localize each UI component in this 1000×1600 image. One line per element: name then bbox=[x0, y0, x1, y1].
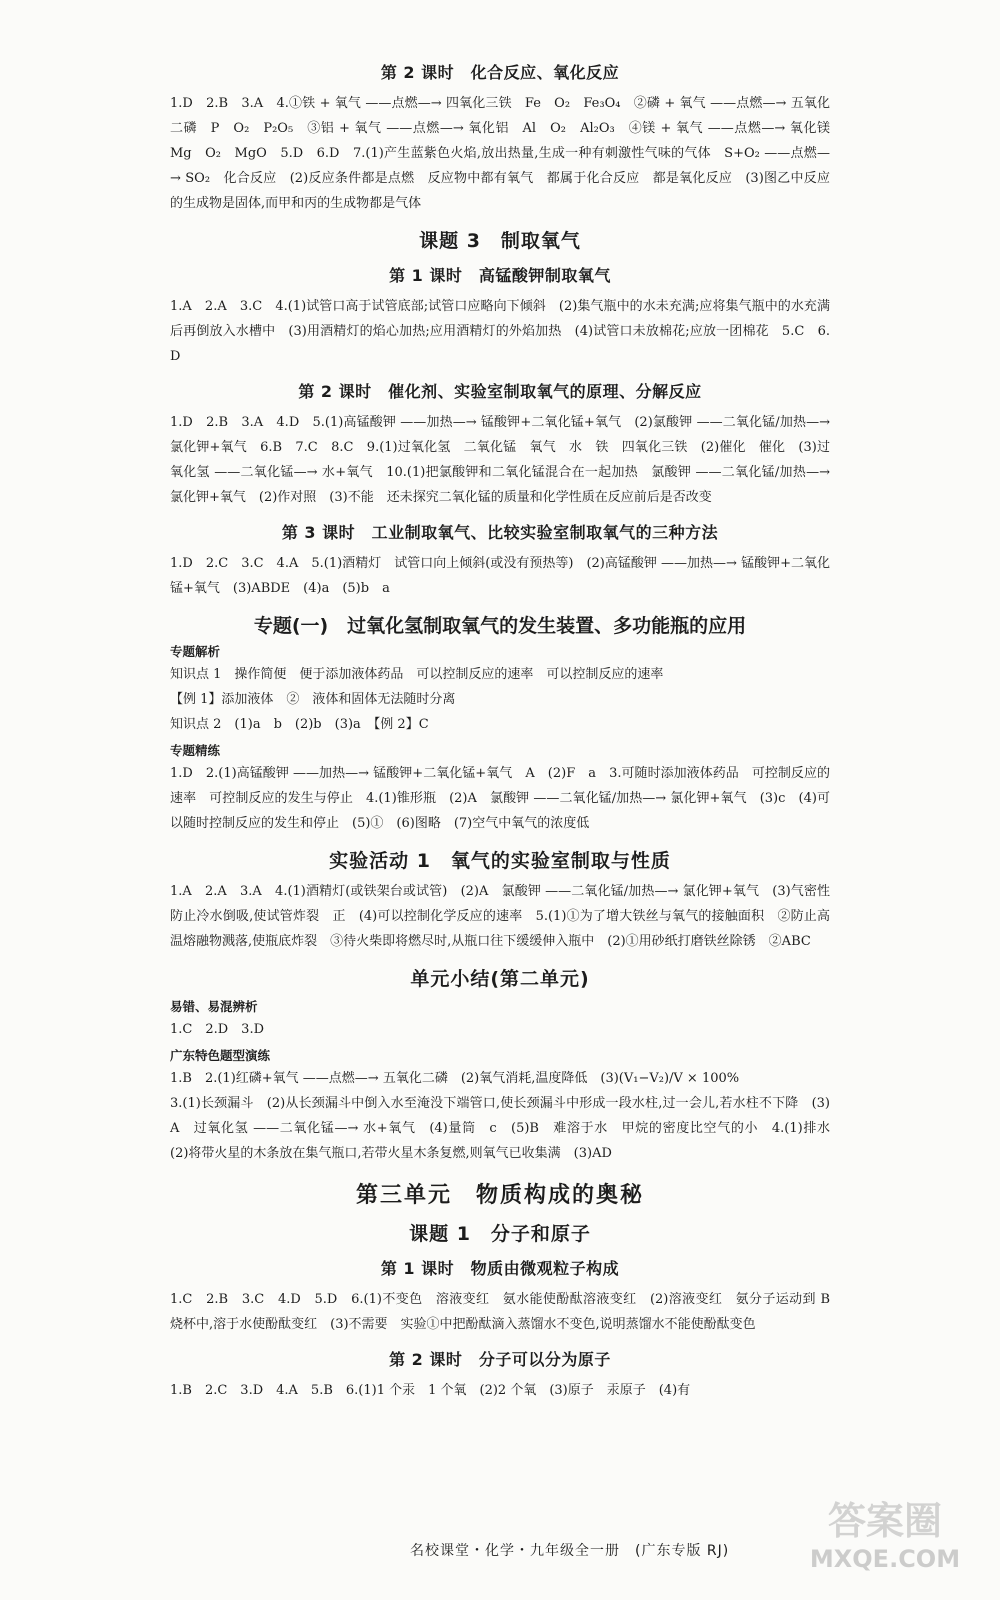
answer-paragraph: 1.D 2.(1)高锰酸钾 ——加热—→ 锰酸钾+二氧化锰+氧气 A (2)F a 3.可随时添加液体药品 可控制反应的速率 可控制反应的发生与停止 4.(1)锥形瓶 (2)A 氯酸钾 ——二氧化锰/加热—→ 氯化钾+氧气 (3)c (4)可以随时控制反应的发生和停止 (5)① (6)图略 (7)空气中氧气的浓度低 bbox=[170, 766, 830, 831]
subsection-label: 易错、易混辨析 bbox=[170, 999, 258, 1014]
answer-paragraph: 1.A 2.A 3.C 4.(1)试管口高于试管底部;试管口应略向下倾斜 (2)集气瓶中的水未充满;应将集气瓶中的水充满后再倒放入水槽中 (3)用酒精灯的焰心加热;应用酒精灯的外焰加热 (4)试管口未放棉花;应放一团棉花 5.C 6.D bbox=[170, 299, 830, 364]
answer-paragraph: 1.D 2.B 3.A 4.①铁 + 氧气 ——点燃—→ 四氧化三铁 Fe O₂ Fe₃O₄ ②磷 + 氧气 ——点燃—→ 五氧化二磷 P O₂ P₂O₅ ③铝 + 氧气 ——点燃—→ 氧化铝 Al O₂ Al₂O₃ ④镁 + 氧气 ——点燃—→ 氧化镁 Mg O₂ MgO 5.D 6.D 7.(1)产生蓝紫色火焰,放出热量,生成一种有刺激性气味的气体 S+O₂ ——点燃—→ SO₂ 化合反应 (2)反应条件都是点燃 反应物中都有氧气 都属于化合反应 都是氧化反应 (3)图乙中反应的生成物是固体,而甲和丙的生成物都是气体 bbox=[170, 96, 844, 211]
special-topic-title: 专题(一) 过氧化氢制取氧气的发生装置、多功能瓶的应用 bbox=[253, 615, 747, 637]
answer-paragraph: 1.C 2.D 3.D bbox=[170, 1022, 265, 1037]
lesson-title: 第 1 课时 物质由微观粒子构成 bbox=[380, 1259, 620, 1278]
topic-title: 课题 3 制取氧气 bbox=[419, 230, 581, 252]
answer-paragraph: 1.B 2.C 3.D 4.A 5.B 6.(1)1 个汞 1 个氧 (2)2 个氧 (3)原子 汞原子 (4)有 bbox=[170, 1383, 691, 1398]
lesson-title: 第 2 课时 催化剂、实验室制取氧气的原理、分解反应 bbox=[298, 382, 702, 401]
watermark bbox=[790, 1490, 980, 1590]
answer-paragraph: 1.B 2.(1)红磷+氧气 ——点燃—→ 五氧化二磷 (2)氧气消耗,温度降低 (3)(V₁−V₂)/V × 100% bbox=[170, 1071, 740, 1086]
unit-summary-title: 单元小结(第二单元) bbox=[410, 968, 590, 990]
answer-paragraph: 知识点 2 (1)a b (2)b (3)a 【例 2】C bbox=[170, 717, 429, 732]
subsection-label: 专题解析 bbox=[170, 644, 221, 659]
subsection-label: 专题精练 bbox=[170, 743, 221, 758]
page-footer: 名校课堂・化学・九年级全一册 (广东专版 RJ) bbox=[410, 1543, 730, 1559]
answer-paragraph: 1.D 2.B 3.A 4.D 5.(1)高锰酸钾 ——加热—→ 锰酸钾+二氧化锰+氧气 (2)氯酸钾 ——二氧化锰/加热—→ 氯化钾+氧气 6.B 7.C 8.C 9.(1)过氧化氢 二氧化锰 氧气 水 铁 四氧化三铁 (2)催化 催化 (3)过氧化氢 ——二氧化锰—→ 水+氧气 10.(1)把氯酸钾和二氧化锰混合在一起加热 氯酸钾 ——二氧化锰/加热—→ 氯化钾+氧气 (2)作对照 (3)不能 还未探究二氧化锰的质量和化学性质在反应前后是否改变 bbox=[170, 415, 830, 505]
experiment-title: 实验活动 1 氧气的实验室制取与性质 bbox=[329, 850, 671, 872]
subsection-label: 广东特色题型演练 bbox=[170, 1048, 271, 1063]
answer-paragraph: 【例 1】添加液体 ② 液体和固体无法随时分离 bbox=[170, 692, 456, 707]
watermark-logo: 答案圈 bbox=[827, 1499, 942, 1543]
answer-paragraph: 1.C 2.B 3.C 4.D 5.D 6.(1)不变色 溶液变红 氨水能使酚酞溶液变红 (2)溶液变红 氨分子运动到 B 烧杯中,溶于水使酚酞变红 (3)不需要 实验①中把酚酞滴入蒸馏水不变色,说明蒸馏水不能使酚酞变色 bbox=[170, 1292, 830, 1332]
lesson-title: 第 1 课时 高锰酸钾制取氧气 bbox=[389, 266, 611, 285]
answer-paragraph: 1.A 2.A 3.A 4.(1)酒精灯(或铁架台或试管) (2)A 氯酸钾 ——二氧化锰/加热—→ 氯化钾+氧气 (3)气密性 防止冷水倒吸,使试管炸裂 正 (4)可以控制化学反应的速率 5.(1)①为了增大铁丝与氧气的接触面积 ②防止高温熔融物溅落,使瓶底炸裂 ③待火柴即将燃尽时,从瓶口往下缓缓伸入瓶中 (2)①用砂纸打磨铁丝除锈 ②ABC bbox=[170, 884, 844, 949]
answer-page bbox=[170, 50, 844, 1403]
answer-paragraph: 知识点 1 操作简便 便于添加液体药品 可以控制反应的速率 可以控制反应的速率 bbox=[170, 667, 664, 682]
watermark-url: MXQE.COM bbox=[809, 1545, 961, 1573]
lesson-title: 第 3 课时 工业制取氧气、比较实验室制取氧气的三种方法 bbox=[281, 523, 719, 542]
unit-title: 第三单元 物质构成的奥秘 bbox=[355, 1183, 644, 1208]
answer-paragraph: 1.D 2.C 3.C 4.A 5.(1)酒精灯 试管口向上倾斜(或没有预热等) (2)高锰酸钾 ——加热—→ 锰酸钾+二氧化锰+氧气 (3)ABDE (4)a (5)b a bbox=[170, 556, 830, 596]
answer-paragraph: 3.(1)长颈漏斗 (2)从长颈漏斗中倒入水至淹没下端管口,使长颈漏斗中形成一段水柱,过一会儿,若水柱不下降 (3)A 过氧化氢 ——二氧化锰—→ 水+氧气 (4)量筒 c (5)B 难溶于水 甲烷的密度比空气的小 4.(1)排水 (2)将带火星的木条放在集气瓶口,若带火星木条复燃,则氧气已收集满 (3)AD bbox=[170, 1096, 844, 1161]
topic-title: 课题 1 分子和原子 bbox=[409, 1223, 591, 1245]
lesson-title: 第 2 课时 化合反应、氧化反应 bbox=[380, 63, 620, 82]
lesson-title: 第 2 课时 分子可以分为原子 bbox=[389, 1350, 611, 1369]
